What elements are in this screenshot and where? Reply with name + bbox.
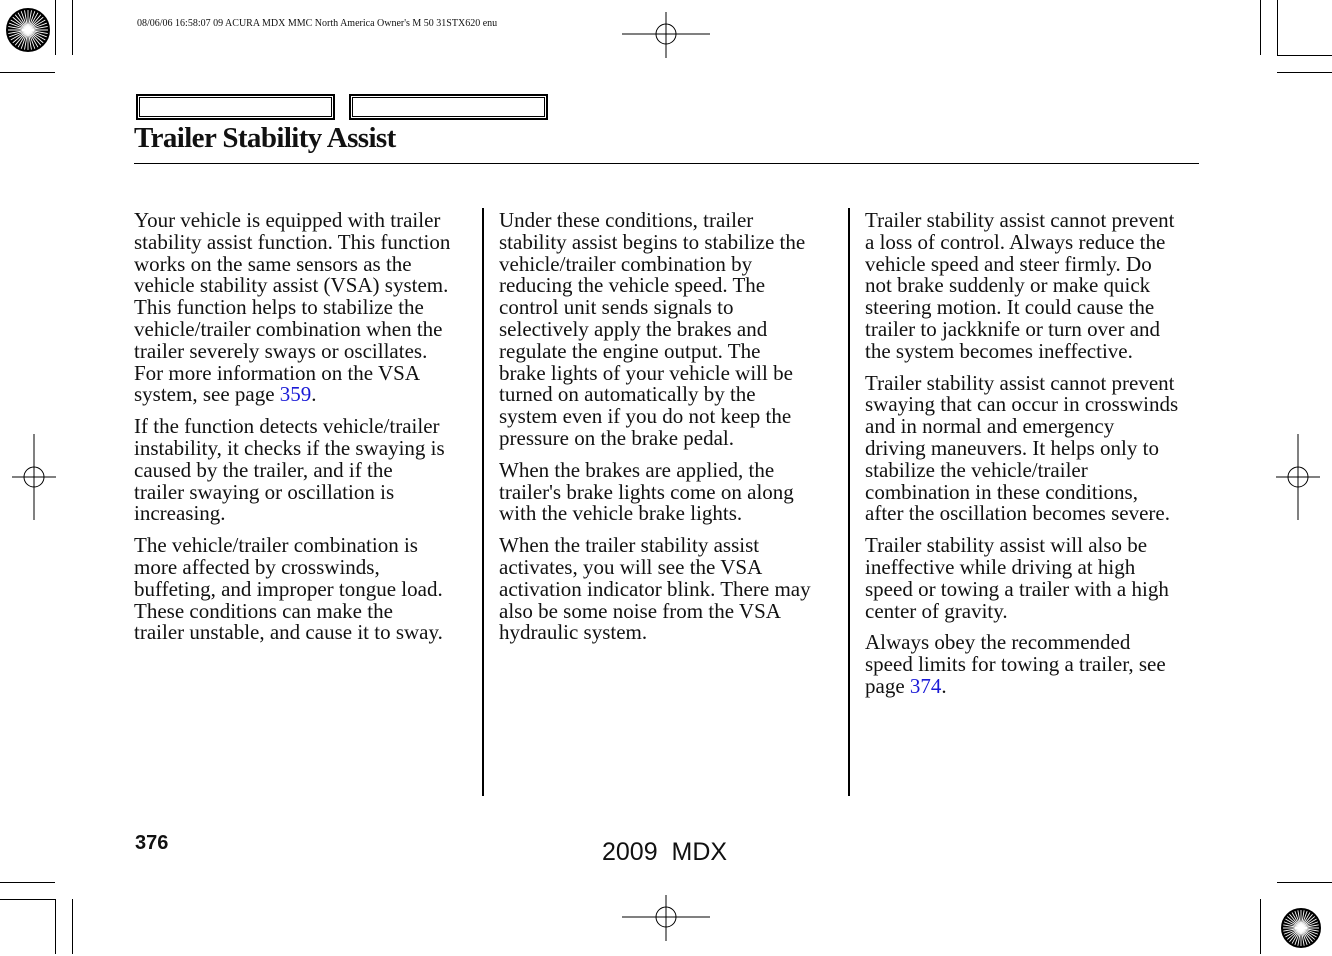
text-line: hydraulic system. bbox=[499, 620, 648, 645]
text-line: brake lights of your vehicle will be bbox=[499, 360, 793, 385]
text-line: selectively apply the brakes and bbox=[499, 316, 768, 341]
page-link-374[interactable]: 374 bbox=[909, 673, 942, 698]
column-divider bbox=[482, 208, 484, 796]
text-line: turned on automatically by the bbox=[499, 382, 756, 407]
text-line: vehicle/trailer combination by bbox=[499, 251, 753, 276]
text-line: system even if you do not keep the bbox=[499, 404, 792, 429]
crosshair-mark-top bbox=[622, 12, 710, 58]
text-line: speed or towing a trailer with a high bbox=[865, 576, 1169, 601]
text-line: trailer unstable, and cause it to sway. bbox=[134, 620, 443, 645]
text-line: These conditions can make the bbox=[134, 598, 393, 623]
text-line: ineffective while driving at high bbox=[865, 554, 1136, 579]
crop-mark bbox=[72, 899, 73, 954]
text-line: activates, you will see the VSA bbox=[499, 554, 763, 579]
text-line: stability assist function. This function bbox=[134, 229, 451, 254]
model-footer: 2009 MDX bbox=[602, 838, 728, 866]
paragraph bbox=[865, 535, 1205, 622]
nav-tab-index[interactable] bbox=[349, 94, 548, 120]
text-line: more affected by crosswinds, bbox=[134, 554, 380, 579]
text-fragment: . bbox=[941, 673, 947, 698]
text-line: also be some noise from the VSA bbox=[499, 598, 781, 623]
text-line: control unit sends signals to bbox=[499, 295, 734, 320]
text-line: speed limits for towing a trailer, see bbox=[865, 652, 1166, 677]
registration-mark-bottom-right bbox=[1278, 906, 1328, 956]
crop-mark bbox=[72, 0, 73, 55]
paragraph bbox=[134, 210, 474, 406]
text-line: steering motion. It could cause the bbox=[865, 295, 1155, 320]
crosshair-mark-bottom bbox=[622, 895, 710, 941]
text-line: Your vehicle is equipped with trailer bbox=[134, 208, 441, 232]
crop-mark bbox=[1277, 55, 1332, 56]
text-line: stabilize the vehicle/trailer bbox=[865, 457, 1088, 482]
text-line: vehicle stability assist (VSA) system. bbox=[134, 273, 449, 298]
text-line: works on the same sensors as the bbox=[134, 251, 412, 276]
text-line: combination in these conditions, bbox=[865, 479, 1138, 504]
paragraph bbox=[134, 535, 474, 644]
text-line: center of gravity. bbox=[865, 598, 1008, 623]
page-link-359[interactable]: 359 bbox=[279, 382, 312, 407]
text-line: stability assist begins to stabilize the bbox=[499, 229, 806, 254]
text-line: Under these conditions, trailer bbox=[499, 208, 754, 232]
text-line: If the function detects vehicle/trailer bbox=[134, 414, 440, 439]
text-line: activation indicator blink. There may bbox=[499, 576, 811, 601]
text-line: caused by the trailer, and if the bbox=[134, 457, 393, 482]
crop-mark bbox=[0, 882, 55, 883]
crosshair-mark-right bbox=[1276, 434, 1320, 520]
text-line: Trailer stability assist will also be bbox=[865, 533, 1148, 558]
paragraph bbox=[499, 535, 839, 644]
text-line: increasing. bbox=[134, 501, 226, 526]
paragraph bbox=[499, 210, 839, 450]
text-fragment: . bbox=[311, 382, 317, 407]
crosshair-mark-left bbox=[12, 434, 56, 520]
text-line: the system becomes ineffective. bbox=[865, 338, 1133, 363]
text-line: Always obey the recommended bbox=[865, 630, 1131, 655]
text-line: not brake suddenly or make quick bbox=[865, 273, 1151, 298]
paragraph bbox=[134, 416, 474, 525]
text-line: trailer's brake lights come on along bbox=[499, 479, 794, 504]
text-line: a loss of control. Always reduce the bbox=[865, 229, 1166, 254]
text-line: and in normal and emergency bbox=[865, 414, 1115, 439]
text-line: trailer to jackknife or turn over and bbox=[865, 316, 1161, 341]
paragraph bbox=[865, 370, 1205, 526]
text-line bbox=[134, 384, 474, 406]
text-column-3 bbox=[865, 210, 1205, 708]
text-line: When the trailer stability assist bbox=[499, 533, 760, 558]
text-fragment: system, see page bbox=[134, 382, 280, 407]
text-line: This function helps to stabilize the bbox=[134, 295, 424, 320]
title-rule bbox=[134, 163, 1199, 164]
text-line: with the vehicle brake lights. bbox=[499, 501, 743, 526]
text-line: driving maneuvers. It helps only to bbox=[865, 435, 1159, 460]
page-title: Trailer Stability Assist bbox=[134, 122, 396, 154]
crop-mark bbox=[55, 0, 56, 55]
text-line: vehicle/trailer combination when the bbox=[134, 316, 443, 341]
text-line: pressure on the brake pedal. bbox=[499, 425, 734, 450]
crop-mark bbox=[1277, 882, 1332, 883]
paragraph bbox=[499, 457, 839, 526]
text-line: trailer swaying or oscillation is bbox=[134, 479, 395, 504]
text-line: When the brakes are applied, the bbox=[499, 457, 775, 482]
text-line: vehicle speed and steer firmly. Do bbox=[865, 251, 1152, 276]
crop-mark bbox=[0, 72, 55, 73]
crop-mark bbox=[0, 899, 55, 900]
crop-mark bbox=[1260, 899, 1261, 954]
crop-mark bbox=[1277, 0, 1278, 55]
text-line: trailer severely sways or oscillates. bbox=[134, 338, 428, 363]
nav-tab-contents[interactable] bbox=[136, 94, 335, 120]
text-line: instability, it checks if the swaying is bbox=[134, 435, 445, 460]
text-line: swaying that can occur in crosswinds bbox=[865, 392, 1179, 417]
print-job-header: 08/06/06 16:58:07 09 ACURA MDX MMC North America Owner's M 50 31STX620 enu bbox=[137, 18, 498, 29]
text-line: buffeting, and improper tongue load. bbox=[134, 576, 443, 601]
text-line: Trailer stability assist cannot prevent bbox=[865, 370, 1175, 395]
text-column-1 bbox=[134, 210, 474, 654]
crop-mark bbox=[1277, 72, 1332, 73]
registration-mark-top-left bbox=[0, 0, 60, 60]
column-divider bbox=[848, 208, 850, 796]
text-line: regulate the engine output. The bbox=[499, 338, 761, 363]
text-line: after the oscillation becomes severe. bbox=[865, 501, 1170, 526]
text-fragment: page bbox=[865, 673, 910, 698]
crop-mark bbox=[1260, 0, 1261, 55]
text-line: The vehicle/trailer combination is bbox=[134, 533, 418, 558]
paragraph bbox=[865, 632, 1205, 697]
text-line: For more information on the VSA bbox=[134, 360, 421, 385]
page-number: 376 bbox=[135, 832, 169, 854]
text-column-2 bbox=[499, 210, 839, 654]
text-line bbox=[865, 673, 1205, 698]
crop-mark bbox=[55, 899, 56, 954]
text-line: Trailer stability assist cannot prevent bbox=[865, 208, 1175, 232]
text-line: reducing the vehicle speed. The bbox=[499, 273, 766, 298]
paragraph bbox=[865, 210, 1205, 363]
